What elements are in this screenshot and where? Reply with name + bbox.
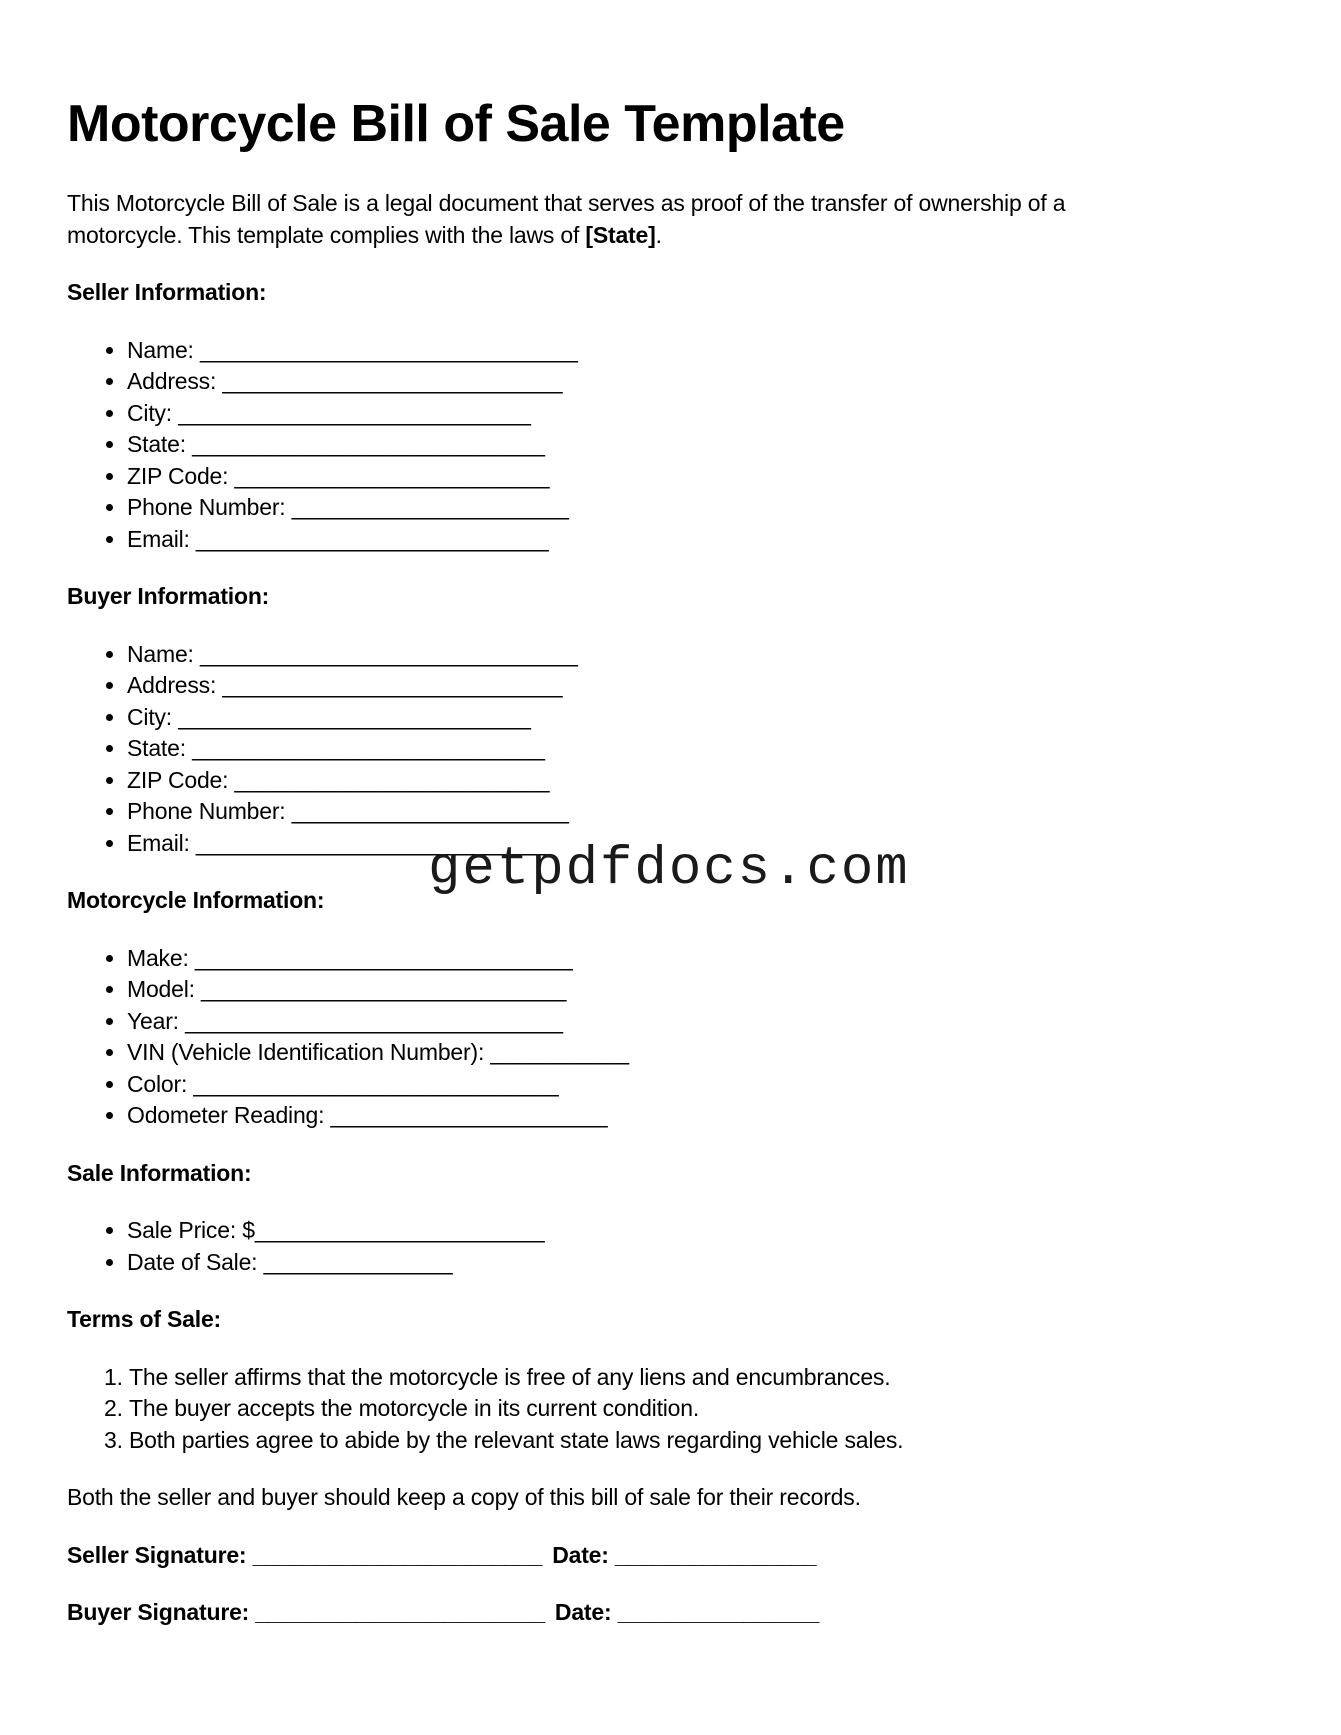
buyer-info-heading: Buyer Information: xyxy=(67,583,270,609)
terms-item-3: 3. Both parties agree to abide by the relevant state laws regarding vehicle sales. xyxy=(129,1425,1274,1457)
list-item-buyer-city xyxy=(127,702,1274,734)
date-blank: ________________ xyxy=(614,1541,817,1568)
seller-signature-blank: _______________________ xyxy=(252,1541,543,1568)
blank-line: ______________________ xyxy=(291,494,569,520)
buyer-signature-blank: _______________________ xyxy=(255,1599,545,1625)
field-label: VIN (Vehicle Identification Number): xyxy=(127,1039,491,1065)
field-label: Make: xyxy=(127,944,195,971)
sale-info-list xyxy=(67,1215,1274,1278)
seller-signature-row xyxy=(67,1540,1274,1572)
date-blank: ________________ xyxy=(617,1599,820,1625)
field-label: Phone Number: xyxy=(127,494,292,520)
field-label: Color: xyxy=(127,1070,194,1097)
blank-line: ______________________________ xyxy=(194,944,573,971)
motorcycle-info-list xyxy=(67,943,1274,1132)
terms-heading: Terms of Sale: xyxy=(67,1306,221,1332)
field-label: City: xyxy=(127,703,179,730)
field-label: Name: xyxy=(127,640,200,667)
blank-line: _____________________________ xyxy=(193,1070,559,1097)
terms-item-1: 1. The seller affirms that the motorcycle is free of any liens and encumbrances. xyxy=(129,1362,1274,1394)
buyer-signature-row xyxy=(67,1597,1274,1629)
list-item-date-of-sale xyxy=(127,1247,1274,1279)
list-item-color xyxy=(127,1069,1274,1101)
terms-item-2: 2. The buyer accepts the motorcycle in its current condition. xyxy=(129,1393,1274,1425)
intro-text: This Motorcycle Bill of Sale is a legal document that serves as proof of the transfer of ownership of a motorcycle. This template complies with the laws of xyxy=(67,190,1066,248)
blank-line: ___________ xyxy=(490,1039,629,1065)
list-item-seller-name xyxy=(127,335,1274,367)
field-label: ZIP Code: xyxy=(127,766,235,793)
blank-line: _________________________ xyxy=(234,462,550,489)
field-label: ZIP Code: xyxy=(127,462,235,489)
list-item-buyer-state xyxy=(127,733,1274,765)
blank-line: ___________________________ xyxy=(222,672,563,698)
field-label: Name: xyxy=(127,336,200,363)
blank-line: _______________________ xyxy=(254,1217,545,1243)
list-item-seller-phone xyxy=(127,492,1274,524)
records-note: Both the seller and buyer should keep a copy of this bill of sale for their records. xyxy=(67,1484,861,1510)
field-label: Address: xyxy=(127,672,223,698)
watermark-text: getpdfdocs.com xyxy=(428,839,910,900)
blank-line: ______________________________ xyxy=(199,336,578,363)
blank-line: _____________________________ xyxy=(201,976,567,1002)
date-label: Date: xyxy=(554,1599,618,1625)
list-item-buyer-name xyxy=(127,639,1274,671)
state-placeholder: [State] xyxy=(585,221,656,248)
intro-paragraph xyxy=(67,188,1107,251)
list-item-year xyxy=(127,1006,1274,1038)
terms-list xyxy=(67,1362,1274,1457)
seller-signature-label: Seller Signature: xyxy=(67,1541,253,1568)
list-item-model xyxy=(127,974,1274,1006)
field-label: Model: xyxy=(127,976,202,1002)
motorcycle-info-heading: Motorcycle Information: xyxy=(67,887,325,913)
list-item-make xyxy=(127,943,1274,975)
blank-line: ___________________________ xyxy=(222,368,563,394)
field-label: Sale Price: $ xyxy=(127,1217,255,1243)
intro-text-end: . xyxy=(655,221,662,248)
list-item-buyer-zip xyxy=(127,765,1274,797)
seller-info-heading: Seller Information: xyxy=(67,279,267,305)
seller-info-list xyxy=(67,335,1274,556)
field-label: City: xyxy=(127,399,179,426)
field-label: Address: xyxy=(127,368,223,394)
field-label: Odometer Reading: xyxy=(127,1102,331,1128)
list-item-odometer xyxy=(127,1100,1274,1132)
blank-line: ____________________________ xyxy=(192,735,545,761)
field-label: Email: xyxy=(127,525,196,552)
field-label: Email: xyxy=(127,829,196,856)
list-item-sale-price xyxy=(127,1215,1274,1247)
sale-info-heading: Sale Information: xyxy=(67,1159,252,1186)
field-label: Year: xyxy=(127,1007,186,1034)
blank-line: ____________________________ xyxy=(178,399,531,426)
blank-line: ____________________________ xyxy=(192,431,545,457)
list-item-buyer-email xyxy=(127,828,1274,860)
list-item-seller-zip xyxy=(127,461,1274,493)
blank-line: ____________________________ xyxy=(178,703,531,730)
list-item-seller-address xyxy=(127,366,1274,398)
list-item-seller-email xyxy=(127,524,1274,556)
blank-line: ______________________ xyxy=(330,1102,608,1128)
list-item-vin xyxy=(127,1037,1274,1069)
blank-line: ______________________________ xyxy=(199,640,578,667)
field-label: Phone Number: xyxy=(127,798,292,824)
blank-line: ______________________ xyxy=(291,798,569,824)
blank-line: ______________________________ xyxy=(185,1007,563,1034)
buyer-signature-label: Buyer Signature: xyxy=(67,1599,256,1625)
field-label: State: xyxy=(127,431,193,457)
blank-line: _______________ xyxy=(263,1248,453,1275)
list-item-seller-state xyxy=(127,429,1274,461)
buyer-info-list xyxy=(67,639,1274,860)
field-label: Date of Sale: xyxy=(127,1248,264,1275)
date-label: Date: xyxy=(552,1541,615,1568)
field-label: State: xyxy=(127,735,193,761)
page-title: Motorcycle Bill of Sale Template xyxy=(67,95,845,153)
blank-line: _________________________ xyxy=(234,766,550,793)
blank-line: ____________________________ xyxy=(195,829,549,856)
list-item-buyer-address xyxy=(127,670,1274,702)
list-item-seller-city xyxy=(127,398,1274,430)
blank-line: ____________________________ xyxy=(195,525,549,552)
list-item-buyer-phone xyxy=(127,796,1274,828)
